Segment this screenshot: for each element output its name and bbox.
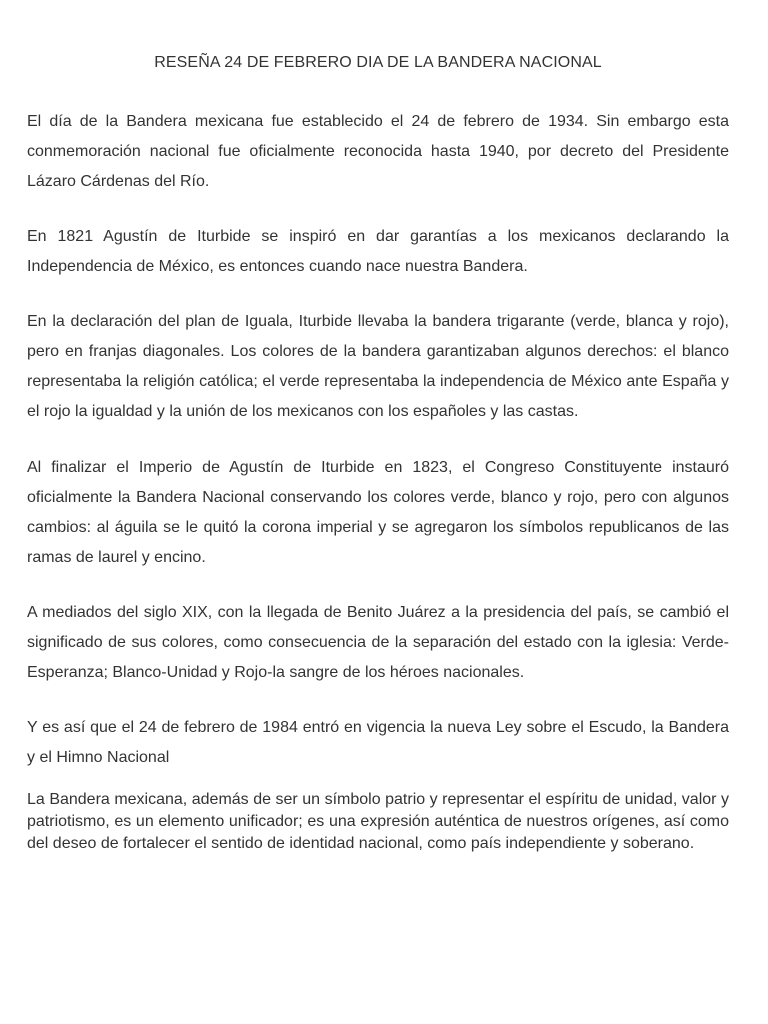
paragraph-7: La Bandera mexicana, además de ser un símbolo patrio y representar el espíritu de unidad, valor y patriotismo, es un elemento unificador; es una expresión auténtica de nuestros orígenes, así como del deseo de fortalecer el sentido de identidad nacional, como país independiente y soberano. [27,791,729,852]
paragraph-3: En la declaración del plan de Iguala, Iturbide llevaba la bandera trigarante (verde, blanca y rojo), pero en franjas diagonales. Los colores de la bandera garantizaban algunos derechos: el blanco representaba la religión católica; el verde representaba la independencia de México ante España y el rojo la igualdad y la unión de los mexicanos con los españoles y las castas. [27,313,729,420]
paragraph-6: Y es así que el 24 de febrero de 1984 entró en vigencia la nueva Ley sobre el Escudo, la Bandera y el Himno Nacional [27,719,729,766]
paragraph-4: Al finalizar el Imperio de Agustín de Iturbide en 1823, el Congreso Constituyente instauró oficialmente la Bandera Nacional conservando los colores verde, blanco y rojo, pero con algunos cambios: al águila se le quitó la corona imperial y se agregaron los símbolos republicanos de las ramas de laurel y encino. [27,459,729,566]
paragraph-1: El día de la Bandera mexicana fue establecido el 24 de febrero de 1934. Sin embargo esta conmemoración nacional fue oficialmente reconocida hasta 1940, por decreto del Presidente Lázaro Cárdenas del Río. [27,113,729,190]
document-title: RESEÑA 24 DE FEBRERO DIA DE LA BANDERA NACIONAL [154,54,602,71]
paragraph-2: En 1821 Agustín de Iturbide se inspiró en dar garantías a los mexicanos declarando la Independencia de México, es entonces cuando nace nuestra Bandera. [27,228,729,275]
paragraph-5: A mediados del siglo XIX, con la llegada de Benito Juárez a la presidencia del país, se cambió el significado de sus colores, como consecuencia de la separación del estado con la iglesia: Verde-Esperanza; Blanco-Unidad y Rojo-la sangre de los héroes nacionales. [27,604,729,681]
